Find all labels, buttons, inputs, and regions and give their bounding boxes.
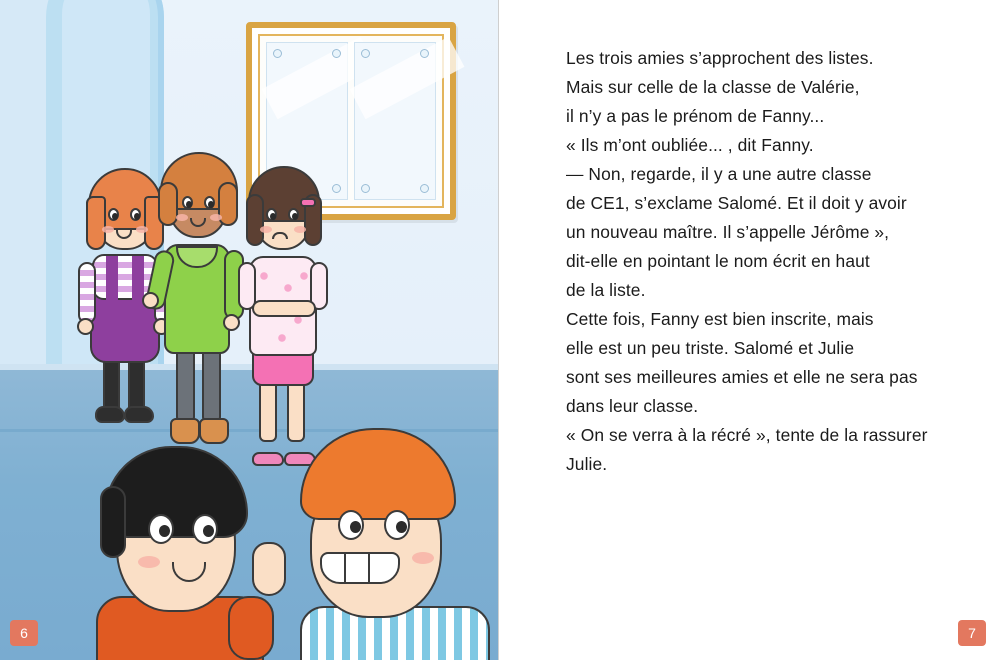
eye xyxy=(338,510,364,540)
pin-icon xyxy=(332,184,341,193)
mouth xyxy=(272,232,288,239)
pointing-hand xyxy=(252,542,286,596)
floor-horizon-line xyxy=(0,429,499,432)
illustration xyxy=(0,0,499,660)
story-line: elle est un peu triste. Salomé et Julie xyxy=(566,338,855,358)
cheek xyxy=(294,226,306,233)
story-line: dit-elle en pointant le nom écrit en haut xyxy=(566,251,870,271)
eye xyxy=(192,514,218,544)
dress-strap xyxy=(106,256,118,310)
smiling-mouth xyxy=(320,552,400,584)
eye xyxy=(204,196,215,209)
hair-side xyxy=(100,486,126,558)
arm xyxy=(78,262,96,324)
tooth-line xyxy=(344,552,346,582)
cheek xyxy=(102,226,114,233)
story-text xyxy=(566,44,986,479)
story-line: dans leur classe. xyxy=(566,396,699,416)
leg xyxy=(202,345,221,423)
eye xyxy=(148,514,174,544)
pin-icon xyxy=(332,49,341,58)
cheek xyxy=(412,552,434,564)
cheek xyxy=(138,556,160,568)
hand xyxy=(142,292,159,309)
eye xyxy=(182,196,193,209)
story-line: il n’y a pas le prénom de Fanny... xyxy=(566,106,825,126)
story-line: — Non, regarde, il y a une autre classe xyxy=(566,164,872,184)
leg xyxy=(176,345,195,423)
hand xyxy=(223,314,240,331)
shoe xyxy=(95,406,125,423)
story-line: « On se verra à la récré », tente de la rassurer xyxy=(566,425,928,445)
shoe xyxy=(124,406,154,423)
sandal xyxy=(252,452,284,466)
pin-icon xyxy=(273,49,282,58)
story-line: de la liste. xyxy=(566,280,646,300)
eye xyxy=(108,208,119,221)
cheek xyxy=(136,226,148,233)
hair-clip xyxy=(300,198,316,207)
left-page xyxy=(0,0,499,660)
hair-side xyxy=(86,196,106,250)
page-number-left: 6 xyxy=(10,620,38,646)
right-page xyxy=(499,0,1000,660)
class-list-sheet xyxy=(354,42,436,200)
story-line: « Ils m’ont oubliée... , dit Fanny. xyxy=(566,135,814,155)
story-line: sont ses meilleures amies et elle ne sera pas xyxy=(566,367,918,387)
story-line: Cette fois, Fanny est bien inscrite, mais xyxy=(566,309,874,329)
boot xyxy=(199,418,229,444)
story-line: Les trois amies s’approchent des listes. xyxy=(566,48,874,68)
pin-icon xyxy=(361,184,370,193)
hand xyxy=(77,318,94,335)
cheek xyxy=(176,214,188,221)
hair-side xyxy=(246,194,264,246)
eye xyxy=(288,208,299,221)
tooth-line xyxy=(368,552,370,582)
eye xyxy=(130,208,141,221)
cheek xyxy=(210,214,222,221)
hair-side xyxy=(158,182,178,226)
story-line: de CE1, s’exclame Salomé. Et il doit y avoir xyxy=(566,193,907,213)
story-line: un nouveau maître. Il s’appelle Jérôme », xyxy=(566,222,890,242)
crossed-arms xyxy=(252,300,316,317)
arm xyxy=(228,596,274,660)
boot xyxy=(170,418,200,444)
page-number-right: 7 xyxy=(958,620,986,646)
pin-icon xyxy=(420,184,429,193)
pin-icon xyxy=(361,49,370,58)
eye xyxy=(384,510,410,540)
cheek xyxy=(260,226,272,233)
pin-icon xyxy=(420,49,429,58)
eye xyxy=(266,208,277,221)
story-line: Mais sur celle de la classe de Valérie, xyxy=(566,77,860,97)
story-line: Julie. xyxy=(566,454,608,474)
